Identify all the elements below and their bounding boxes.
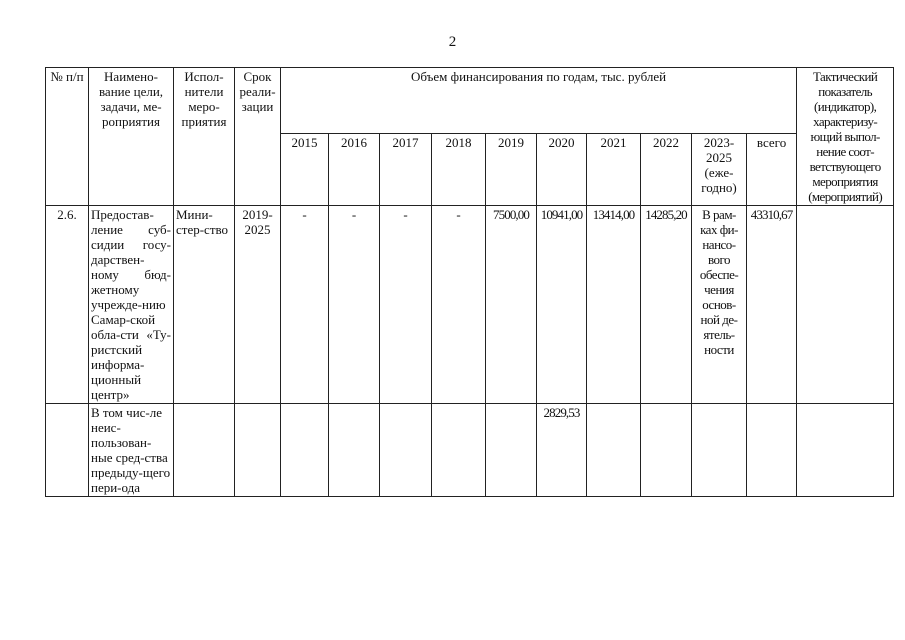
- cell-indicator: [797, 206, 894, 404]
- cell-term: 2019-2025: [235, 206, 281, 404]
- header-year-2023-2025: 2023-2025 (еже-годно): [692, 133, 747, 205]
- cell-2018: -: [432, 206, 486, 404]
- cell-executors: Мини-стер-ство: [174, 206, 235, 404]
- page-number: 2: [448, 34, 457, 50]
- cell-2017: -: [380, 206, 432, 404]
- table-row-extra: [46, 404, 894, 497]
- cell-2023-2025: В рам-ках фи-нансо-вого обеспе-чения основ-ной де-ятель-ности: [692, 206, 747, 404]
- header-year-2021: 2021: [587, 133, 641, 205]
- cell-2022: 14285,20: [641, 206, 692, 404]
- header-executors: Испол-нители меро-приятия: [174, 68, 235, 206]
- header-indicator: Тактический показатель (индикатор), характеризу-ющий выпол-нение соот-ветствующего мероприятия (мероприятий): [797, 68, 894, 206]
- cell-num: 2.6.: [46, 206, 89, 404]
- header-total: всего: [747, 133, 797, 205]
- cell-2020: 10941,00: [537, 206, 587, 404]
- header-year-2015: 2015: [281, 133, 329, 205]
- header-funding: Объем финансирования по годам, тыс. рублей: [281, 68, 797, 134]
- cell-num-extra: [46, 404, 89, 497]
- header-name: Наимено-вание цели, задачи, ме-роприятия: [89, 68, 174, 206]
- header-row-top: [46, 68, 894, 134]
- header-year-2022: 2022: [641, 133, 692, 205]
- cell-name-extra: В том чис-ле неис-пользован-ные сред-ства предыду-щего пери-ода: [89, 404, 174, 497]
- header-year-2016: 2016: [329, 133, 380, 205]
- cell-2015: -: [281, 206, 329, 404]
- cell-2021: 13414,00: [587, 206, 641, 404]
- funding-table: [45, 67, 894, 497]
- header-year-2020: 2020: [537, 133, 587, 205]
- header-year-2019: 2019: [486, 133, 537, 205]
- cell-total: 43310,67: [747, 206, 797, 404]
- cell-2016: -: [329, 206, 380, 404]
- cell-2019: 7500,00: [486, 206, 537, 404]
- header-term: Срок реали-зации: [235, 68, 281, 206]
- header-year-2018: 2018: [432, 133, 486, 205]
- cell-name: Предостав-ление суб-сидии госу-дарствен-ному бюд-жетному учрежде-нию Самар-ской обла-сти «Ту-ристский информа-ционный центр»: [89, 206, 174, 404]
- header-year-2017: 2017: [380, 133, 432, 205]
- table-row: [46, 206, 894, 404]
- cell-2020-extra: 2829,53: [537, 404, 587, 497]
- header-num: № п/п: [46, 68, 89, 206]
